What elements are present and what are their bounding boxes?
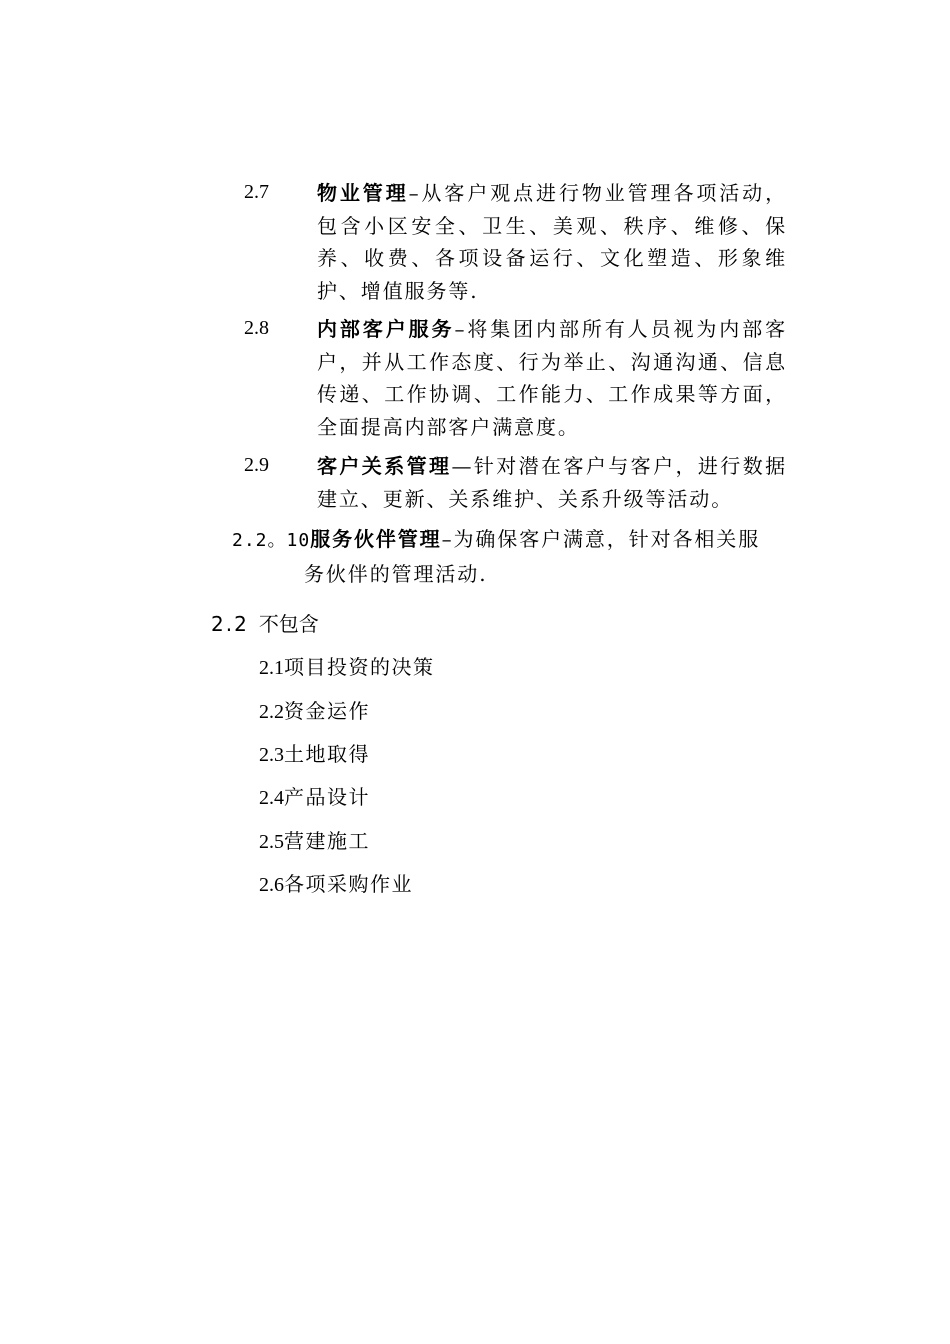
exclusion-number: 2.5 <box>259 831 284 853</box>
item-body <box>317 313 787 443</box>
item-body <box>317 177 787 307</box>
list-item-2-2-10 <box>232 523 792 590</box>
exclusion-item <box>259 696 370 727</box>
exclusion-item <box>259 782 370 813</box>
item-number: 2.7 <box>244 181 269 203</box>
exclusion-item <box>259 739 370 770</box>
exclusion-text: 各项采购作业 <box>284 872 413 896</box>
item-line-1 <box>232 523 792 558</box>
exclusion-item <box>259 652 435 683</box>
item-term: 服务伙伴管理 <box>310 527 442 551</box>
item-description: —针对潜在客户与客户，进行数据建立、更新、关系维护、关系升级等活动。 <box>317 454 788 511</box>
section-title: 不包含 <box>258 612 319 636</box>
exclusion-text: 项目投资的决策 <box>284 655 435 679</box>
item-number: 2.8 <box>244 317 269 339</box>
exclusion-text: 营建施工 <box>284 829 370 853</box>
exclusion-number: 2.2 <box>259 701 284 723</box>
exclusion-item <box>259 826 370 857</box>
item-description: –为确保客户满意，针对各相关服 <box>441 527 761 551</box>
item-line-2: 务伙伴的管理活动. <box>304 561 488 586</box>
exclusion-text: 产品设计 <box>284 785 370 809</box>
exclusion-number: 2.6 <box>259 874 284 896</box>
exclusion-text: 土地取得 <box>284 742 370 766</box>
exclusion-number: 2.4 <box>259 787 284 809</box>
item-term: 物业管理 <box>317 181 409 205</box>
item-number: 2.9 <box>244 454 269 476</box>
exclusion-item <box>259 869 413 900</box>
section-number: 2.2 <box>211 612 249 636</box>
item-term: 内部客户服务 <box>317 317 455 341</box>
section-heading <box>211 609 319 639</box>
item-description: –将集团内部所有人员视为内部客户，并从工作态度、行为举止、沟通沟通、信息传递、工作协调、工作能力、工作成果等方面，全面提高内部客户满意度。 <box>317 317 788 439</box>
item-term: 客户关系管理 <box>317 454 452 478</box>
exclusion-text: 资金运作 <box>284 699 370 723</box>
exclusion-number: 2.3 <box>259 744 284 766</box>
item-number: 2.2。10 <box>232 530 311 551</box>
item-description: –从客户观点进行物业管理各项活动，包含小区安全、卫生、美观、秩序、维修、保养、收费、各项设备运行、文化塑造、形象维护、增值服务等. <box>317 181 787 303</box>
item-body <box>317 450 787 515</box>
exclusion-number: 2.1 <box>259 657 284 679</box>
